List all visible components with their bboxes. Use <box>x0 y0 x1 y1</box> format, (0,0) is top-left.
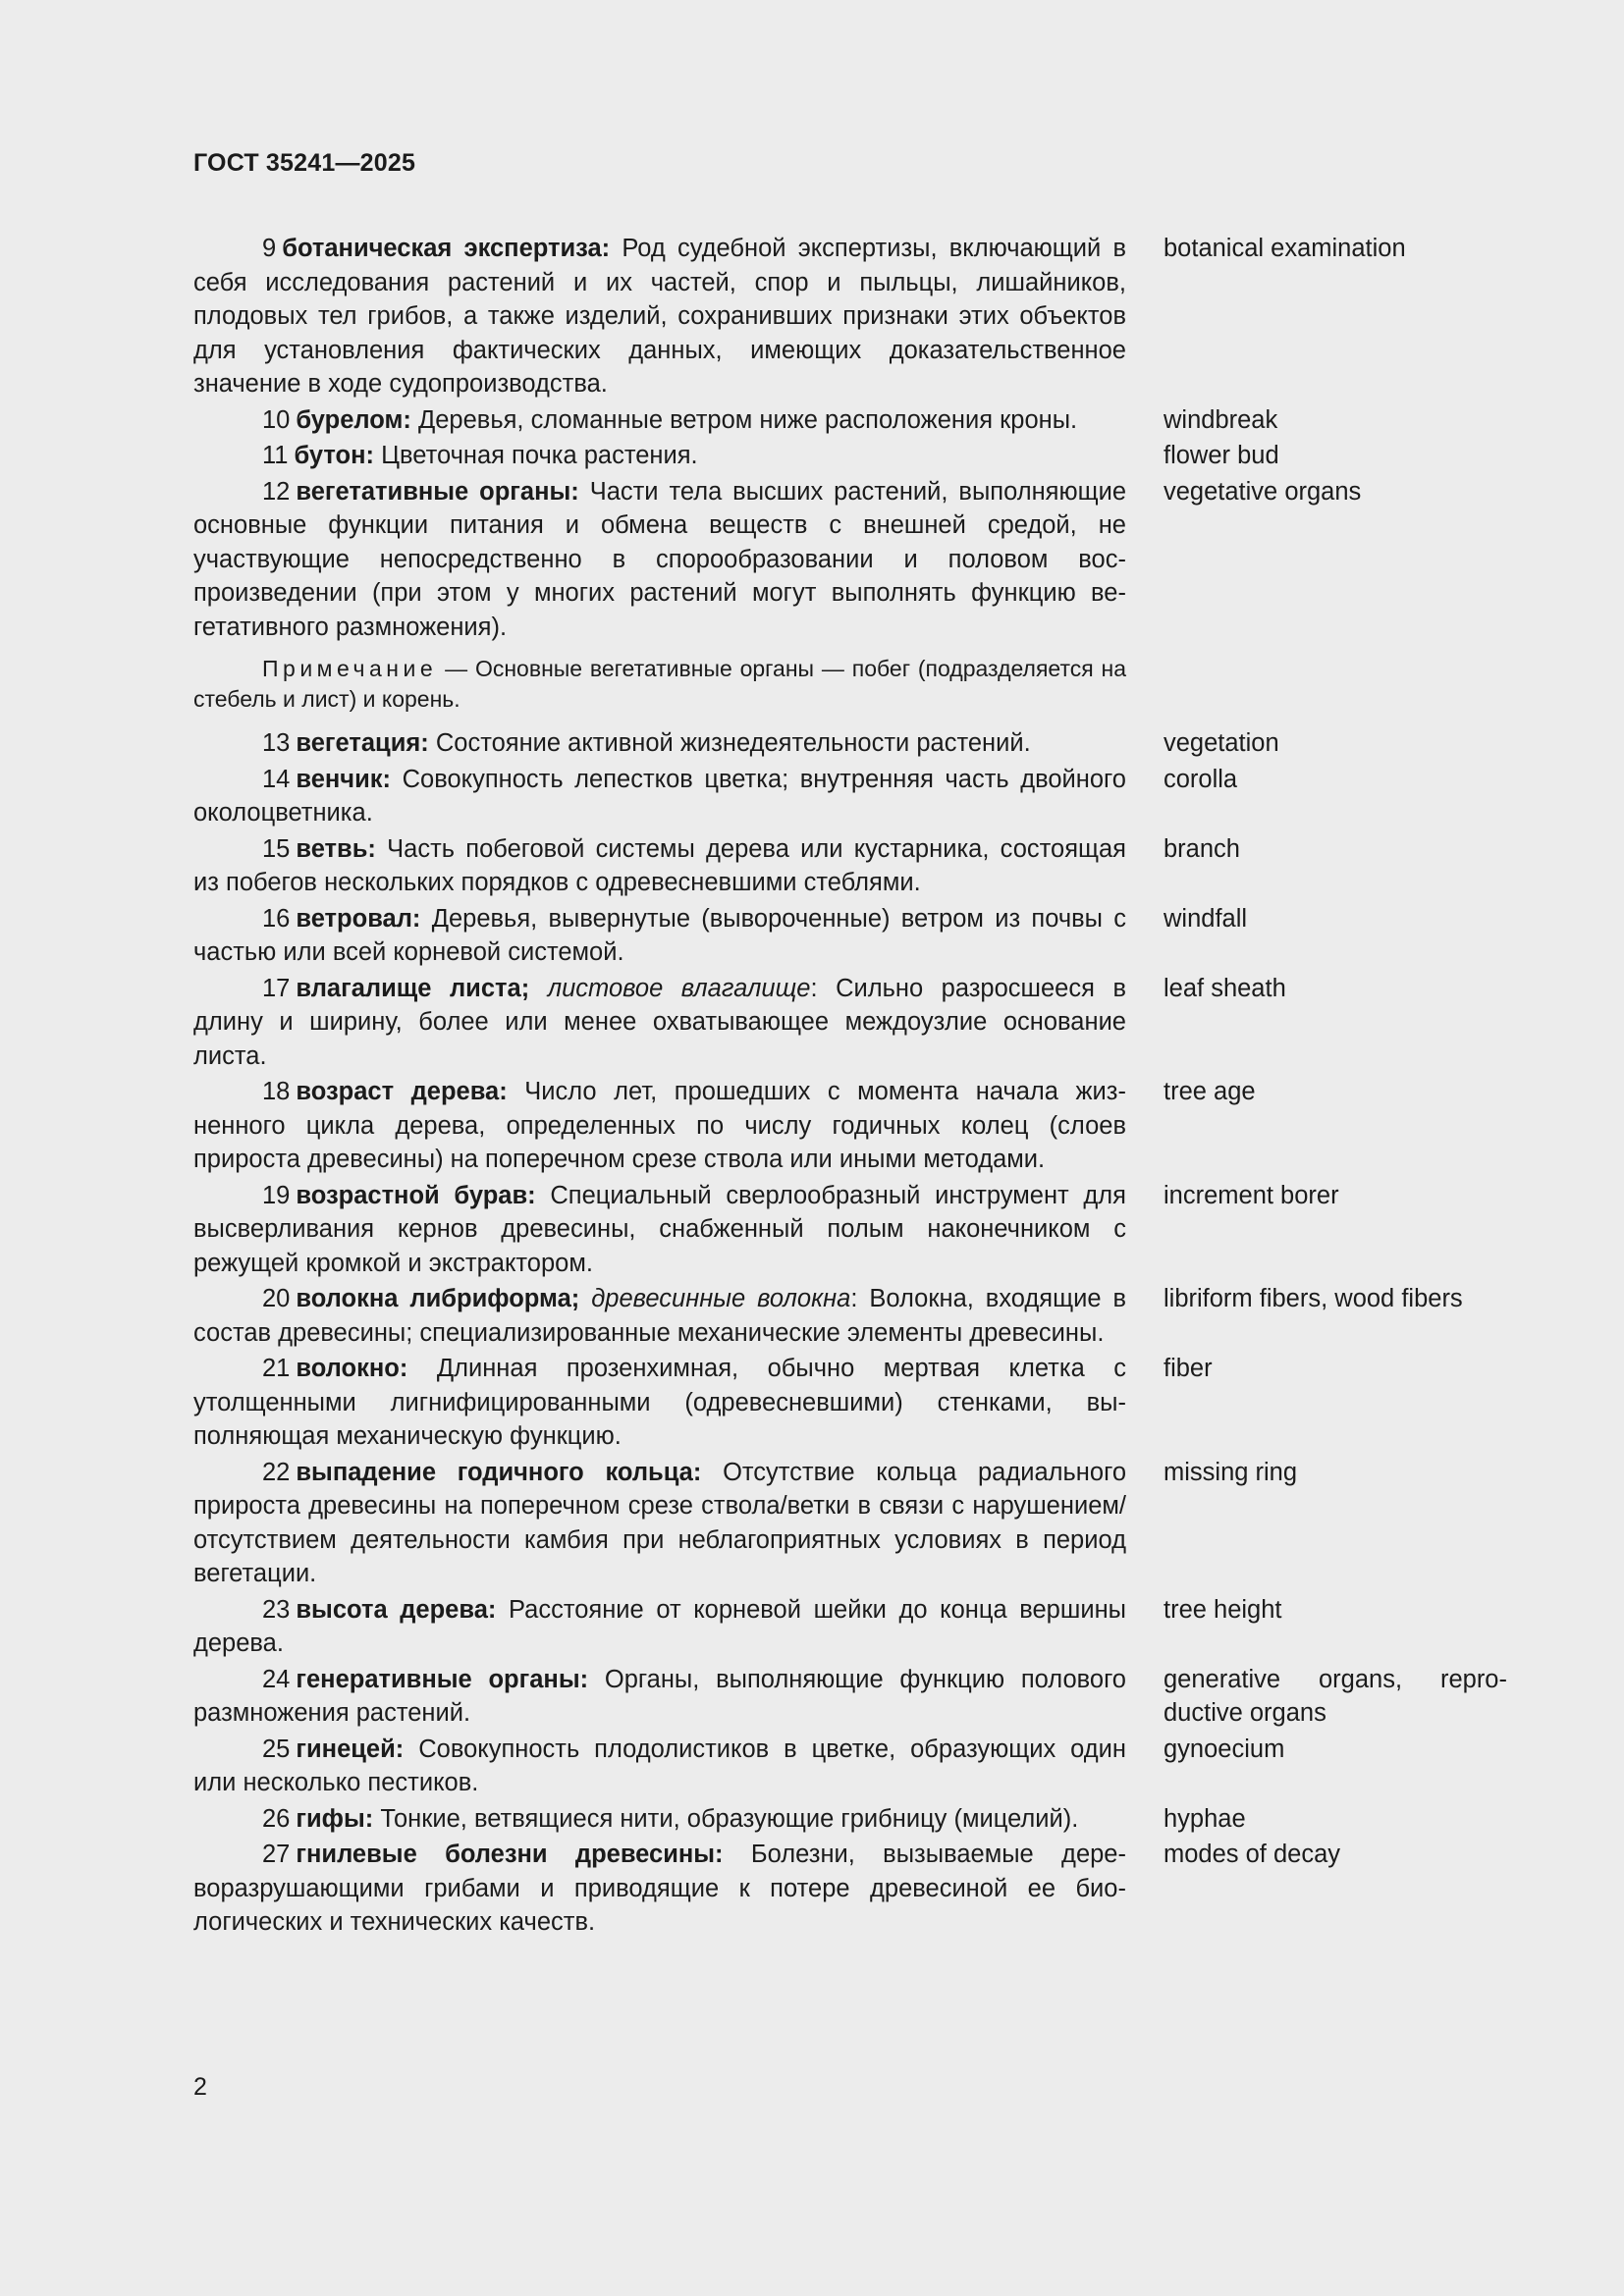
term-definition: : Сильно разросшееся в длину и ширину, более или менее охватывающее междоузлие основание листа. <box>193 974 1126 1070</box>
term-text <box>193 1352 1126 1454</box>
term-title: бурелом: <box>296 405 411 434</box>
note-text: — Основные вегетативные органы — побег (подразделяется на стебель и лист) и корень. <box>193 656 1126 712</box>
term-entry <box>193 1838 1509 1940</box>
term-entry <box>193 403 1509 438</box>
term-text <box>193 232 1126 401</box>
term-english: botanical examination <box>1164 235 1406 262</box>
term-title: возрастной бурав: <box>296 1181 536 1209</box>
term-number: 26 <box>262 1804 291 1833</box>
term-entry <box>193 726 1509 761</box>
term-entry <box>193 763 1509 830</box>
term-entry <box>193 1456 1509 1591</box>
term-number: 14 <box>262 765 291 793</box>
term-definition: Род судебной экспертизы, включающий в себя исследования растений и их частей, спор и пыльцы, лишайников, плодовых тел грибов, а также изделий, сохранивших признаки этих объектов для установления фактических данных, имеющих доказательственное значение в ходе судопроизводства. <box>193 235 1127 398</box>
term-entry <box>193 972 1509 1074</box>
term-entry <box>193 1075 1509 1177</box>
term-entry <box>193 1593 1509 1661</box>
term-entry <box>193 439 1509 473</box>
term-number: 23 <box>262 1595 291 1624</box>
term-title: ветровал: <box>296 904 421 933</box>
term-entry <box>193 475 1509 645</box>
term-english: missing ring <box>1164 1458 1298 1486</box>
term-definition: Деревья, вывернутые (вывороченные) ветром из почвы с частью или всей корневой системой. <box>193 904 1126 966</box>
term-text <box>193 439 1126 473</box>
term-number: 19 <box>262 1181 291 1209</box>
term-text <box>193 475 1126 645</box>
term-entry <box>193 1352 1509 1454</box>
term-title: вегетативные органы: <box>296 477 579 506</box>
term-title: гифы: <box>296 1804 374 1833</box>
term-entry <box>193 1282 1509 1350</box>
term-title: вегетация: <box>296 729 429 757</box>
term-text <box>193 1663 1126 1731</box>
term-number: 15 <box>262 834 291 863</box>
term-entry <box>193 1802 1509 1837</box>
term-title: волокно: <box>296 1355 408 1382</box>
term-text <box>193 1456 1126 1591</box>
term-definition: Совокупность лепестков цветка; внутренняя часть двойного околоцветника. <box>193 765 1126 827</box>
term-english: generative organs, reproductive organs <box>1164 1665 1507 1727</box>
term-definition: Состояние активной жизнедеятельности растений. <box>435 729 1031 757</box>
document-code: ГОСТ 35241—2025 <box>193 149 416 177</box>
term-definition: Специальный сверлообразный инструмент для высверливания кернов древесины, снабженный полым наконечником с режущей кромкой и экстрактором. <box>193 1181 1126 1277</box>
term-number: 25 <box>262 1735 291 1763</box>
term-title: гнилевые болезни древесины: <box>296 1841 724 1868</box>
term-title: ботаническая экспертиза: <box>282 235 611 262</box>
term-english: gynoecium <box>1164 1735 1285 1763</box>
note <box>193 654 1126 715</box>
note-label: Примечание <box>262 656 438 681</box>
term-definition: Расстояние от корневой шейки до конца вершины дерева. <box>193 1595 1126 1657</box>
term-english: tree height <box>1164 1595 1282 1624</box>
term-number: 10 <box>262 405 291 434</box>
term-english: branch <box>1164 834 1240 863</box>
term-text <box>193 763 1126 830</box>
term-english: vegetative organs <box>1164 477 1362 506</box>
term-entry <box>193 232 1509 401</box>
term-definition: Совокупность плодолистиков в цветке, образующих один или несколько пестиков. <box>193 1735 1126 1796</box>
term-english: corolla <box>1164 765 1238 793</box>
page-number: 2 <box>193 2073 207 2101</box>
terms-list <box>193 232 1509 1942</box>
term-title: возраст дерева: <box>296 1078 508 1105</box>
term-text <box>193 1802 1126 1837</box>
term-number: 18 <box>262 1078 291 1105</box>
term-title: влагалище листа; <box>296 974 530 1002</box>
term-text <box>193 902 1126 970</box>
term-number: 21 <box>262 1355 291 1382</box>
term-number: 9 <box>262 235 277 262</box>
term-text <box>193 726 1126 761</box>
term-english: windbreak <box>1164 405 1278 434</box>
term-title: выпадение годичного кольца: <box>296 1458 702 1486</box>
term-text <box>193 1075 1126 1177</box>
term-title: гинецей: <box>296 1735 405 1763</box>
term-entry <box>193 1733 1509 1800</box>
term-title: бутон: <box>294 442 375 469</box>
term-definition: Болезни, вызываемые дереворазрушающими грибами и приводящие к потере древесиной ее биологических и технических качеств. <box>193 1841 1126 1936</box>
term-number: 11 <box>262 442 289 469</box>
term-synonym: листовое влагалище <box>547 974 811 1002</box>
term-title: ветвь: <box>296 834 376 863</box>
term-text <box>193 1282 1126 1350</box>
term-number: 20 <box>262 1285 291 1312</box>
term-text <box>193 832 1126 900</box>
term-definition: Число лет, прошедших с момента начала жизненного цикла дерева, определенных по числу годичных колец (слоев прироста древесины) на поперечном срезе ствола или иными методами. <box>193 1078 1126 1173</box>
term-number: 13 <box>262 729 291 757</box>
term-definition: Отсутствие кольца радиального прироста древесины на поперечном срезе ствола/ветки в связи с нарушением/отсутствием деятельности камбия при неблагоприятных условиях в период вегетации. <box>193 1458 1126 1587</box>
term-title: венчик: <box>296 765 392 793</box>
term-english: libriform fibers, wood fibers <box>1164 1285 1463 1312</box>
term-definition: Часть побеговой системы дерева или кустарника, состоящая из побегов нескольких порядков с одревесневшими стеблями. <box>193 834 1126 896</box>
term-definition: Деревья, сломанные ветром ниже расположения кроны. <box>417 405 1078 434</box>
term-entry <box>193 1663 1509 1731</box>
term-title: генеративные органы: <box>296 1665 589 1693</box>
term-english: leaf sheath <box>1164 974 1286 1002</box>
term-synonym: древесинные волокна <box>591 1285 851 1312</box>
term-text <box>193 403 1126 438</box>
term-english: windfall <box>1164 904 1248 933</box>
term-number: 12 <box>262 477 291 506</box>
term-entry <box>193 832 1509 900</box>
term-text <box>193 1593 1126 1661</box>
term-text <box>193 1838 1126 1940</box>
term-definition: Тонкие, ветвящиеся нити, образующие грибницу (мицелий). <box>380 1804 1079 1833</box>
term-title: высота дерева: <box>296 1595 497 1624</box>
term-text <box>193 1179 1126 1281</box>
term-text <box>193 972 1126 1074</box>
term-definition: Длинная прозенхимная, обычно мертвая клетка с утолщенными лигнифицированными (одревесневшими) стенками, выполняющая механическую функцию. <box>193 1355 1126 1450</box>
term-english: flower bud <box>1164 442 1279 469</box>
term-definition: Части тела высших растений, выполняющие основные функции питания и обмена веществ с внешней средой, не участвующие непосредственно в спорообразовании и половом воспроизведении (при этом у многих растений могут выполнять функцию вегетативного размножения). <box>193 477 1126 641</box>
term-number: 27 <box>262 1841 291 1868</box>
term-english: vegetation <box>1164 729 1279 757</box>
term-number: 24 <box>262 1665 291 1693</box>
term-entry <box>193 1179 1509 1281</box>
term-english: modes of decay <box>1164 1841 1341 1868</box>
term-entry <box>193 902 1509 970</box>
term-number: 16 <box>262 904 291 933</box>
term-english: increment borer <box>1164 1181 1339 1209</box>
term-number: 22 <box>262 1458 291 1486</box>
term-english: fiber <box>1164 1355 1213 1382</box>
term-english: tree age <box>1164 1078 1256 1105</box>
term-title: волокна либриформа; <box>296 1285 580 1312</box>
term-english: hyphae <box>1164 1804 1246 1833</box>
term-definition: : Волокна, входящие в состав древесины; специализированные механические элементы древесины. <box>193 1285 1126 1347</box>
term-definition: Цветочная почка растения. <box>381 442 698 469</box>
term-number: 17 <box>262 974 291 1002</box>
term-definition: Органы, выполняющие функцию полового размножения растений. <box>193 1665 1126 1727</box>
term-text <box>193 1733 1126 1800</box>
